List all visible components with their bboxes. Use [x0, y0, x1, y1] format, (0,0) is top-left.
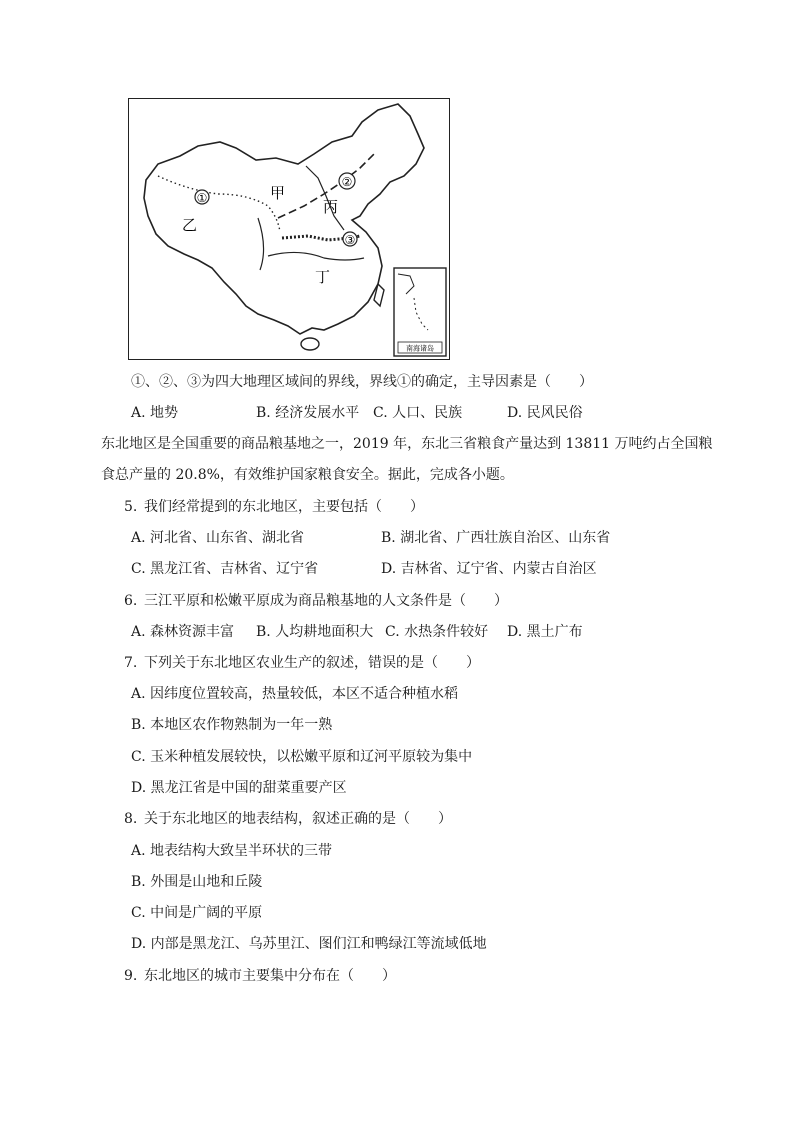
- question-9-number: 9.: [124, 968, 138, 984]
- question-6-number: 6.: [124, 593, 138, 609]
- question-8-option-d: D. 内部是黑龙江、乌苏里江、图们江和鸭绿江等流域低地: [131, 936, 487, 952]
- question-7-option-b: B. 本地区农作物熟制为一年一熟: [131, 717, 333, 733]
- question-8-option-c: C. 中间是广阔的平原: [131, 905, 263, 921]
- question-9: [124, 966, 396, 986]
- question-6-stem: 三江平原和松嫩平原成为商品粮基地的人文条件是（ ）: [144, 593, 508, 609]
- question-4-option-b: B. 经济发展水平: [256, 405, 360, 421]
- question-4-stem: ①、②、③为四大地理区域间的界线，界线①的确定，主导因素是（ ）: [131, 374, 593, 390]
- question-8-option-a: A. 地表结构大致呈半环状的三带: [131, 843, 333, 859]
- region-label-jia: 甲: [270, 184, 286, 202]
- tibet-border: [258, 218, 264, 270]
- question-4-option-a: A. 地势: [131, 405, 179, 421]
- question-7-option-c: C. 玉米种植发展较快，以松嫩平原和辽河平原较为集中: [131, 749, 473, 765]
- question-5-stem: 我们经常提到的东北地区，主要包括（ ）: [144, 499, 424, 515]
- question-7-option-d: D. 黑龙江省是中国的甜菜重要产区: [131, 780, 347, 796]
- question-5-option-a: A. 河北省、山东省、湖北省: [131, 530, 305, 546]
- question-8-stem: 关于东北地区的地表结构，叙述正确的是（ ）: [144, 811, 452, 827]
- marker-1-label: ①: [196, 191, 208, 205]
- region-label-ding: 丁: [315, 268, 331, 286]
- question-5: [124, 497, 424, 517]
- question-5-option-d: D. 吉林省、辽宁省、内蒙古自治区: [381, 561, 597, 577]
- question-4-option-c: C. 人口、民族: [373, 405, 463, 421]
- region-label-yi: 乙: [182, 216, 198, 234]
- china-map-figure: [128, 98, 450, 360]
- question-5-option-b: B. 湖北省、广西壮族自治区、山东省: [381, 530, 611, 546]
- question-5-option-c: C. 黑龙江省、吉林省、辽宁省: [131, 561, 319, 577]
- question-6: [124, 591, 508, 611]
- question-7-number: 7.: [124, 655, 138, 671]
- question-6-option-c: C. 水热条件较好: [385, 624, 489, 640]
- marker-2-label: ②: [341, 175, 353, 189]
- question-9-stem: 东北地区的城市主要集中分布在（ ）: [144, 968, 396, 984]
- question-8: [124, 809, 452, 829]
- intro-line-2: 食总产量的 20.8%，有效维护国家粮食安全。据此，完成各小题。: [101, 467, 514, 483]
- inset-caption: 南海诸岛: [406, 344, 434, 353]
- china-map: [128, 98, 450, 360]
- question-7: [124, 653, 480, 673]
- question-6-option-a: A. 森林资源丰富: [131, 624, 235, 640]
- question-7-stem: 下列关于东北地区农业生产的叙述，错误的是（ ）: [144, 655, 480, 671]
- question-4-option-d: D. 民风民俗: [507, 405, 583, 421]
- marker-3-label: ③: [344, 233, 356, 247]
- question-6-option-b: B. 人均耕地面积大: [256, 624, 374, 640]
- boundary-line-1: [158, 176, 280, 232]
- yangtze-river: [268, 252, 364, 260]
- hainan-island: [301, 338, 319, 350]
- question-5-number: 5.: [124, 499, 138, 515]
- intro-line-1: 东北地区是全国重要的商品粮基地之一，2019 年，东北三省粮食产量达到 13811 万吨约占全国粮: [101, 436, 713, 452]
- question-8-number: 8.: [124, 811, 138, 827]
- region-label-bing: 丙: [323, 198, 339, 216]
- question-6-option-d: D. 黑土广布: [507, 624, 583, 640]
- question-8-option-b: B. 外围是山地和丘陵: [131, 874, 263, 890]
- question-7-option-a: A. 因纬度位置较高，热量较低，本区不适合种植水稻: [131, 686, 459, 702]
